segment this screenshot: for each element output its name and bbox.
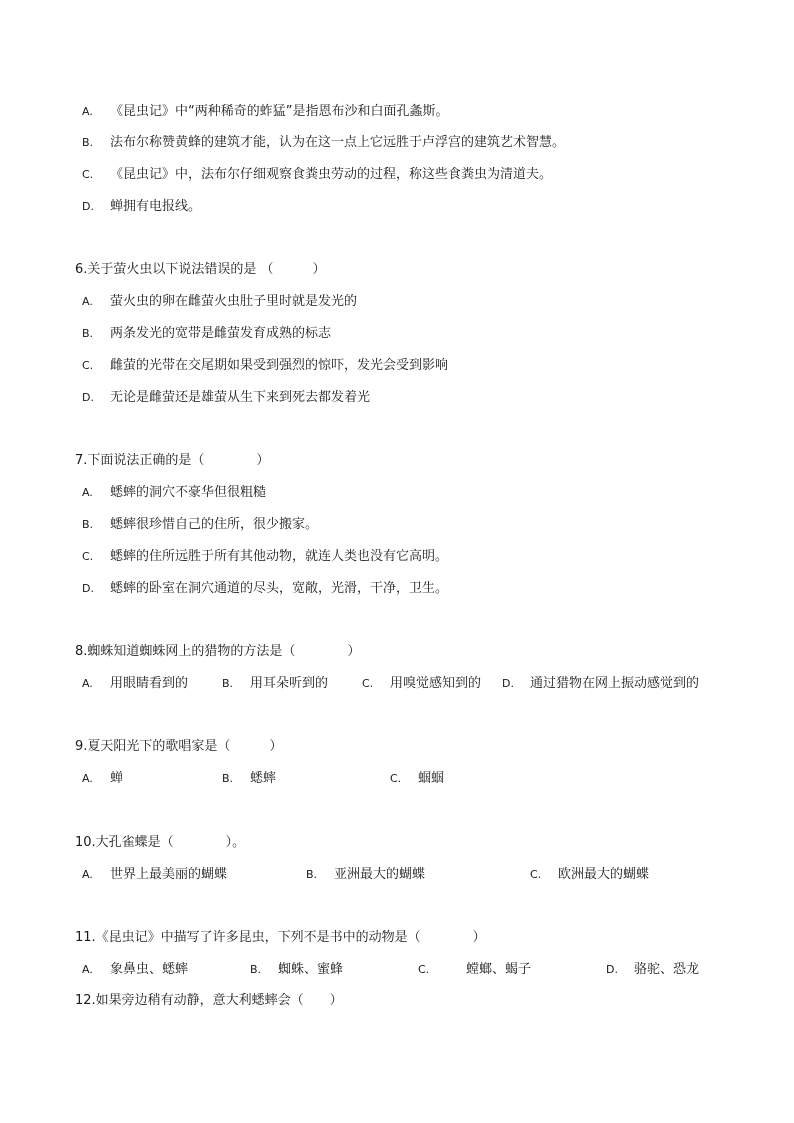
option-letter: D. [82, 200, 94, 213]
q11-option-c [418, 962, 531, 978]
option-text: 世界上最美丽的蝴蝶 [110, 867, 228, 882]
q11-option-a [82, 962, 188, 978]
option-letter: D. [502, 677, 514, 690]
q5-option-d [82, 199, 201, 215]
q11-option-b [250, 962, 343, 978]
q6-option-a [82, 294, 357, 310]
option-letter: A. [82, 772, 93, 785]
q7-option-a [82, 485, 266, 501]
option-letter: B. [82, 327, 94, 340]
q10-stem: 10.大孔雀蝶是（ ）。 [75, 835, 246, 850]
option-text: 用眼睛看到的 [110, 676, 189, 691]
option-text: 《昆虫记》中“两种稀奇的蚱猛”是指恩布沙和白面孔螽斯。 [110, 104, 449, 119]
q6-stem: 6.关于萤火虫以下说法错误的是 （ ） [75, 262, 326, 277]
option-text: 蟋蟀的卧室在洞穴通道的尽头，宽敞，光滑，干净，卫生。 [110, 581, 449, 596]
q8-option-c [362, 676, 481, 692]
option-letter: A. [82, 295, 93, 308]
q9-option-c [390, 771, 444, 787]
option-text: 通过猎物在网上振动感觉到的 [530, 676, 700, 691]
option-text: 雌萤的光带在交尾期如果受到强烈的惊吓，发光会受到影响 [110, 358, 449, 373]
option-text: 蟋蟀的住所远胜于所有其他动物，就连人类也没有它高明。 [110, 549, 449, 564]
q11-option-d [606, 962, 699, 978]
q9-option-a [82, 771, 123, 787]
option-text: 蝉 [110, 771, 124, 786]
option-letter: B. [82, 518, 94, 531]
option-letter: A. [82, 486, 93, 499]
option-letter: C. [82, 168, 94, 181]
option-letter: C. [362, 677, 374, 690]
q6-option-c [82, 358, 448, 374]
option-letter: C. [82, 550, 94, 563]
option-text: 用耳朵听到的 [250, 676, 329, 691]
q8-option-b [222, 676, 328, 692]
option-letter: B. [222, 772, 234, 785]
option-letter: D. [606, 963, 618, 976]
option-text: 螳螂、蝎子 [466, 962, 532, 977]
option-text: 蜘蛛、蜜蜂 [278, 962, 344, 977]
option-letter: A. [82, 105, 93, 118]
option-letter: B. [222, 677, 234, 690]
option-letter: D. [82, 582, 94, 595]
option-text: 象鼻虫、蟋蟀 [110, 962, 189, 977]
option-text: 两条发光的宽带是雌萤发育成熟的标志 [110, 326, 332, 341]
q10-option-c [530, 867, 649, 883]
q10-option-a [82, 867, 227, 883]
q9-option-b [222, 771, 276, 787]
option-letter: B. [250, 963, 262, 976]
q8-stem: 8.蜘蛛知道蜘蛛网上的猎物的方法是（ ） [75, 644, 361, 659]
option-letter: A. [82, 868, 93, 881]
option-letter: C. [82, 359, 94, 372]
q5-option-b [82, 135, 565, 151]
option-text: 亚洲最大的蝴蝶 [334, 867, 426, 882]
option-text: 用嗅觉感知到的 [390, 676, 482, 691]
option-text: 蝈蝈 [418, 771, 445, 786]
q11-stem: 11.《昆虫记》中描写了许多昆虫，下列不是书中的动物是（ ） [75, 930, 486, 945]
option-text: 法布尔称赞黄蜂的建筑才能，认为在这一点上它远胜于卢浮宫的建筑艺术智慧。 [110, 135, 566, 150]
q6-option-b [82, 326, 331, 342]
option-text: 萤火虫的卵在雌萤火虫肚子里时就是发光的 [110, 294, 358, 309]
q7-option-c [82, 549, 448, 565]
q7-option-b [82, 517, 318, 533]
option-letter: B. [82, 136, 94, 149]
q7-option-d [82, 581, 448, 597]
q5-option-c [82, 167, 552, 183]
option-text: 蟋蟀的洞穴不豪华但很粗糙 [110, 485, 267, 500]
q8-option-d [502, 676, 699, 692]
q6-option-d [82, 390, 370, 406]
option-letter: C. [530, 868, 542, 881]
q8-option-a [82, 676, 188, 692]
option-text: 蟋蟀 [250, 771, 277, 786]
option-text: 骆驼、恐龙 [634, 962, 700, 977]
option-text: 欧洲最大的蝴蝶 [558, 867, 650, 882]
option-text: 蟋蟀很珍惜自己的住所，很少搬家。 [110, 517, 319, 532]
q12-stem: 12.如果旁边稍有动静，意大利蟋蟀会（ ） [75, 993, 343, 1008]
q10-option-b [306, 867, 425, 883]
option-letter: D. [82, 391, 94, 404]
option-text: 蝉拥有电报线。 [110, 199, 202, 214]
option-letter: A. [82, 677, 93, 690]
q7-stem: 7.下面说法正确的是（ ） [75, 453, 270, 468]
option-letter: A. [82, 963, 93, 976]
option-letter: C. [390, 772, 402, 785]
option-text: 《昆虫记》中，法布尔仔细观察食粪虫劳动的过程，称这些食粪虫为清道夫。 [110, 167, 553, 182]
option-text: 无论是雌萤还是雄萤从生下来到死去都发着光 [110, 390, 371, 405]
option-letter: B. [306, 868, 318, 881]
q5-option-a [82, 104, 448, 120]
option-letter: C. [418, 963, 430, 976]
q9-stem: 9.夏天阳光下的歌唱家是（ ） [75, 739, 283, 754]
